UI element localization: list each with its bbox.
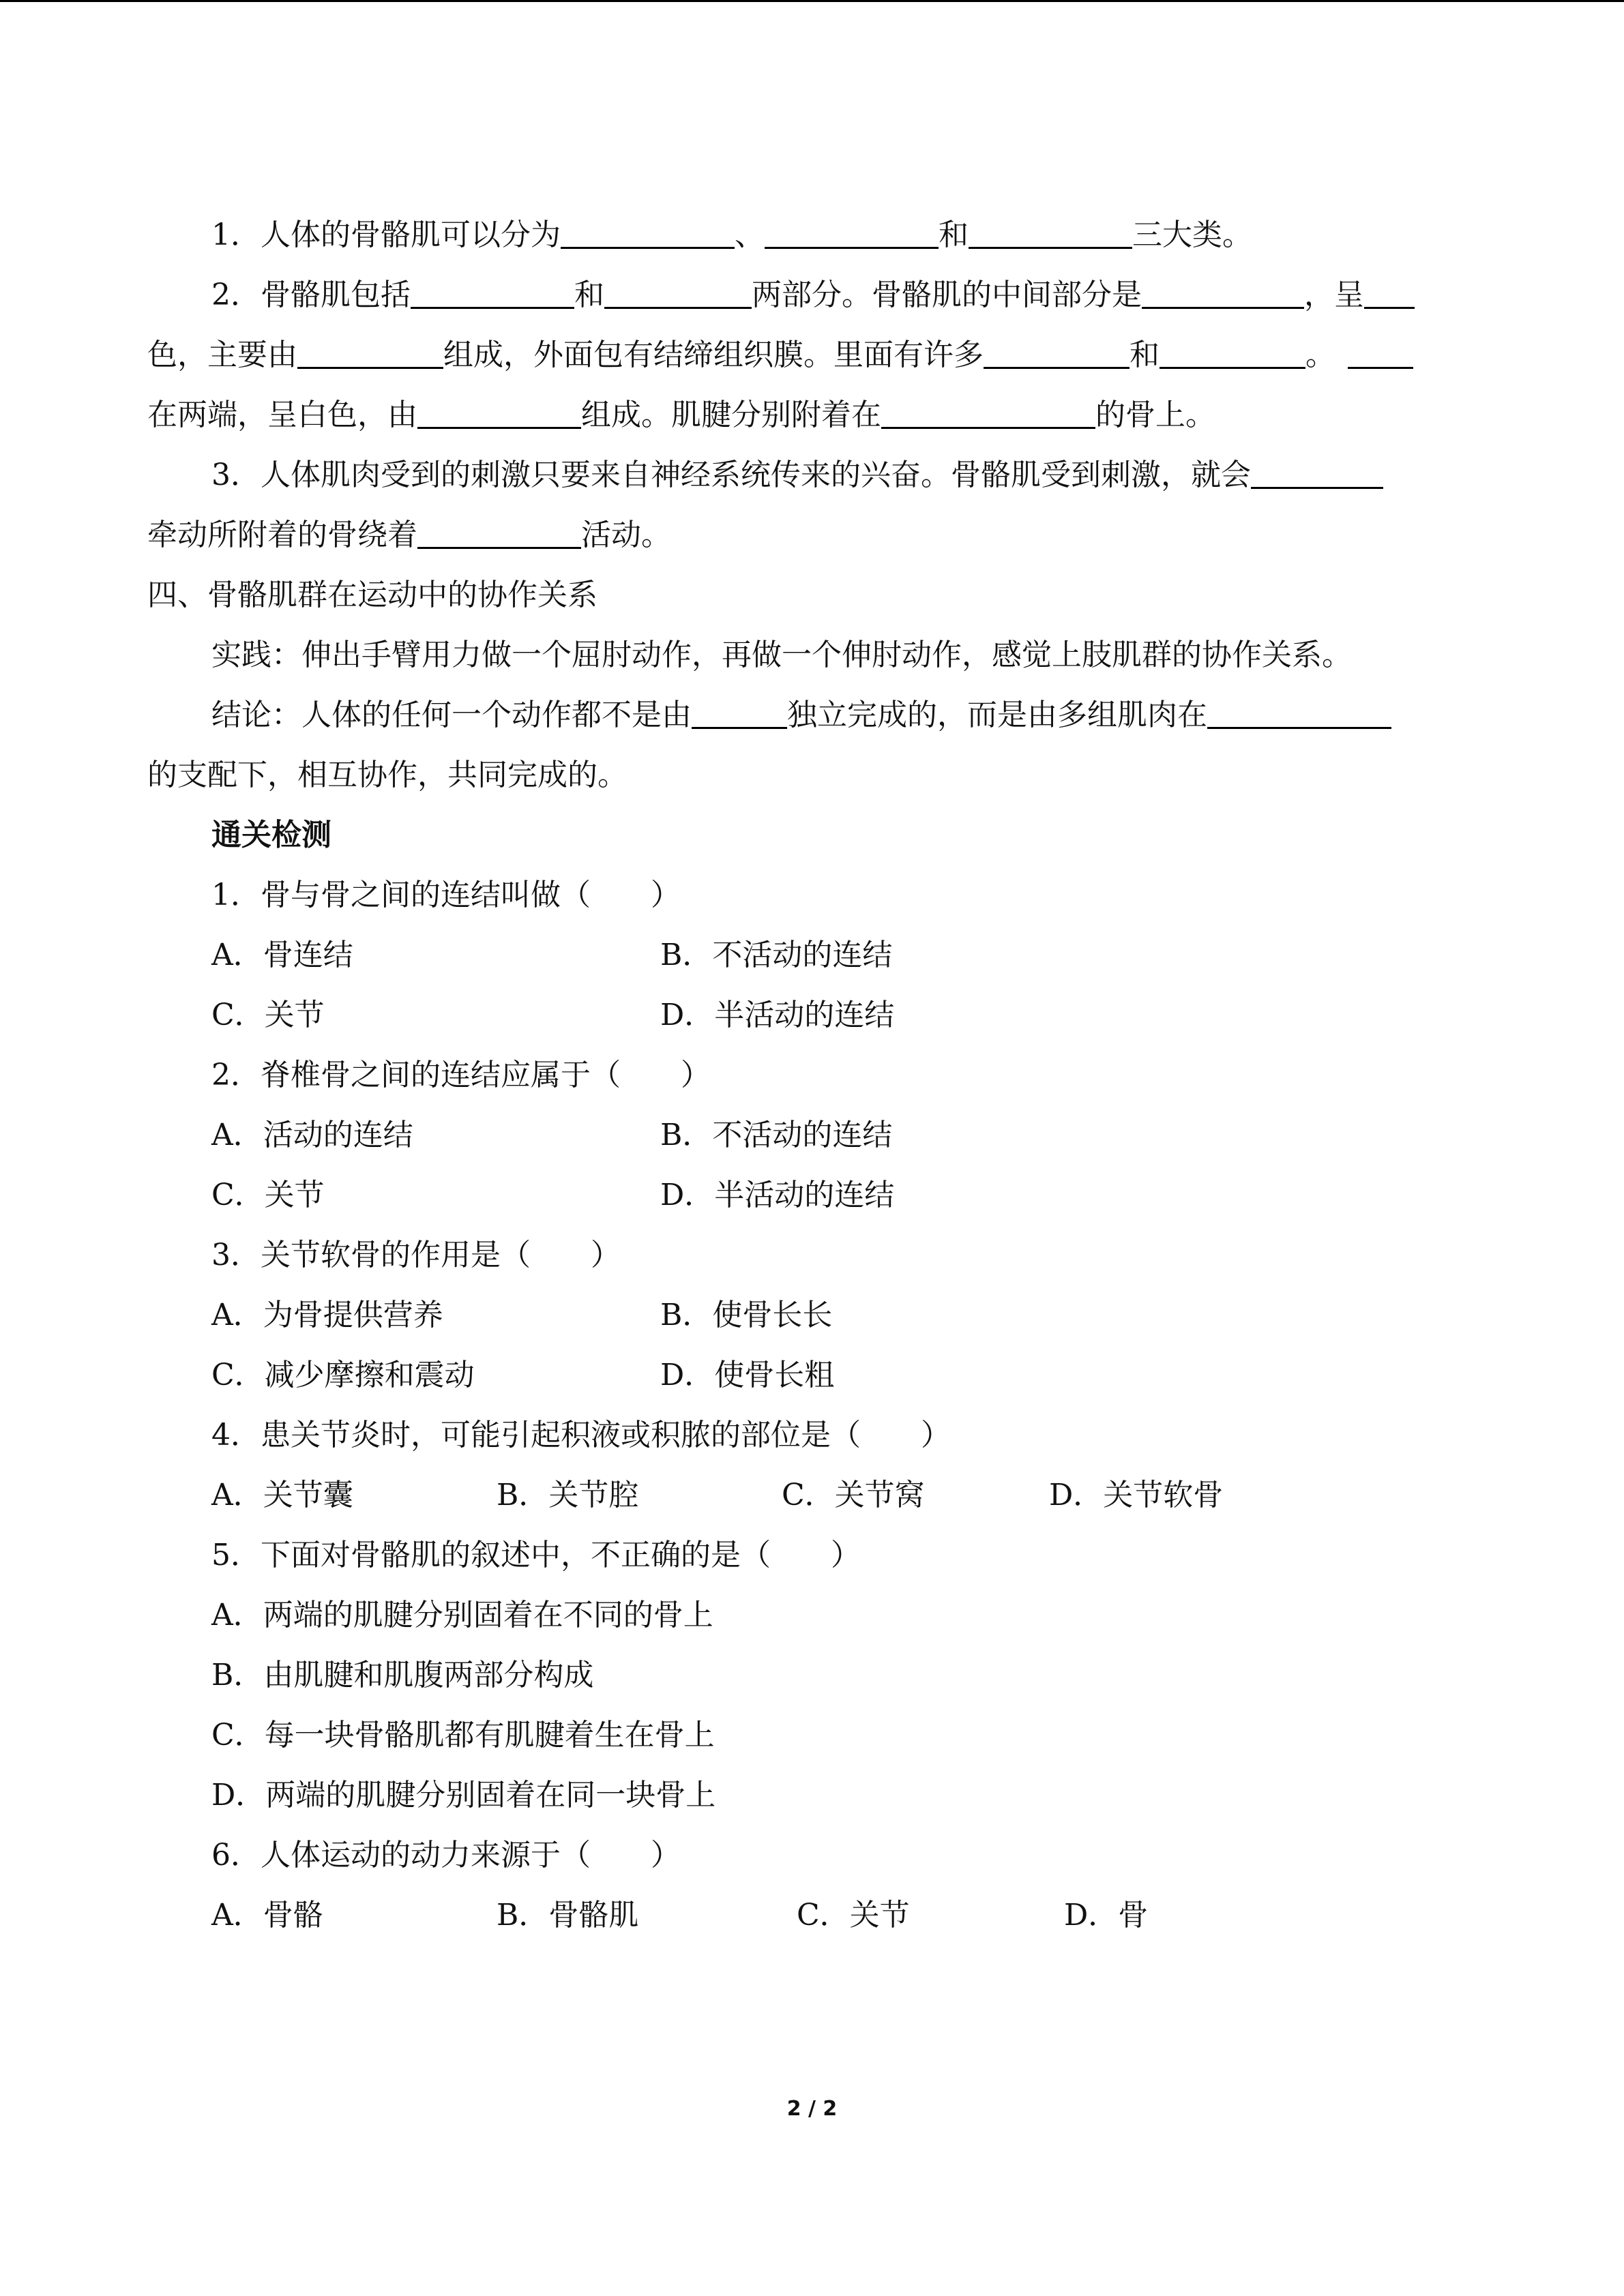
fill-q2-line-1	[211, 275, 1415, 316]
blank	[1364, 275, 1415, 309]
text: 组成。肌腱分别附着在	[581, 398, 881, 432]
option-b: B．由肌腱和肌腹两部分构成	[211, 1658, 594, 1693]
question-stem: 4．患关节炎时，可能引起积液或积脓的部位是（ ）	[211, 1418, 951, 1452]
option-a: A．两端的肌腱分别固着在不同的骨上	[211, 1598, 713, 1632]
blank	[984, 336, 1130, 369]
blank	[692, 696, 787, 729]
text: 在两端，呈白色，由	[147, 398, 417, 432]
option-d: D．半活动的连结	[660, 1178, 895, 1212]
text: 组成，外面包有结缔组织膜。里面有许多	[443, 338, 984, 372]
option-c: C．每一块骨骼肌都有肌腱着生在骨上	[211, 1718, 715, 1753]
blank	[417, 516, 581, 549]
option-c: C．关节	[211, 998, 325, 1032]
option-a: A．关节囊	[211, 1478, 353, 1512]
fill-q1-line	[211, 215, 1252, 256]
text: 1．人体的骨骼肌可以分为	[211, 218, 561, 252]
fill-q3-line-2	[147, 515, 671, 556]
option-d: D．关节软骨	[1049, 1478, 1224, 1512]
text: 两部分。骨骼肌的中间部分是	[752, 278, 1142, 312]
option-b: B．骨骼肌	[497, 1898, 639, 1933]
text: 活动。	[581, 518, 671, 552]
text: 独立完成的，而是由多组肌肉在	[787, 698, 1207, 732]
question-stem: 5．下面对骨骼肌的叙述中，不正确的是（ ）	[211, 1538, 861, 1572]
blank	[604, 275, 752, 309]
text: ，呈	[1304, 278, 1364, 312]
option-a: A．活动的连结	[211, 1118, 413, 1152]
option-c: C．关节	[797, 1898, 910, 1933]
top-border	[0, 0, 1624, 2]
quiz-title: 通关检测	[211, 818, 331, 852]
question-stem: 2．脊椎骨之间的连结应属于（ ）	[211, 1058, 711, 1092]
question-stem: 3．关节软骨的作用是（ ）	[211, 1238, 621, 1272]
option-a: A．骨连结	[211, 938, 353, 972]
practice-text: 实践：伸出手臂用力做一个屈肘动作，再做一个伸肘动作，感觉上肢肌群的协作关系。	[211, 638, 1352, 672]
blank	[297, 336, 443, 369]
blank	[1348, 336, 1413, 369]
text: 结论：人体的任何一个动作都不是由	[211, 698, 692, 732]
blank	[881, 396, 1095, 429]
fill-q3-line-1	[211, 455, 1383, 496]
option-b: B．不活动的连结	[660, 938, 893, 972]
text: 和	[939, 218, 969, 252]
blank	[417, 396, 581, 429]
fill-q2-line-2	[147, 335, 1413, 376]
text: 。	[1305, 338, 1335, 372]
page-number: 2 / 2	[786, 2097, 838, 2121]
text: 牵动所附着的骨绕着	[147, 518, 417, 552]
blank	[561, 215, 735, 249]
blank	[1142, 275, 1304, 309]
conclusion-line-2: 的支配下，相互协作，共同完成的。	[147, 758, 628, 792]
option-c: C．关节窝	[782, 1478, 925, 1512]
option-b: B．关节腔	[497, 1478, 639, 1512]
option-a: A．骨骼	[211, 1898, 323, 1933]
blank	[1160, 336, 1305, 369]
text: 2．骨骼肌包括	[211, 278, 411, 312]
blank	[1207, 696, 1391, 729]
conclusion-line-1	[211, 695, 1391, 736]
text: 色，主要由	[147, 338, 297, 372]
text: 和	[574, 278, 604, 312]
option-c: C．关节	[211, 1178, 325, 1212]
question-stem: 1．骨与骨之间的连结叫做（ ）	[211, 878, 681, 912]
option-a: A．为骨提供营养	[211, 1298, 443, 1332]
option-d: D．骨	[1064, 1898, 1149, 1933]
option-d: D．使骨长粗	[660, 1358, 835, 1392]
fill-q2-line-3	[147, 395, 1215, 436]
option-c: C．减少摩擦和震动	[211, 1358, 475, 1392]
option-b: B．使骨长长	[660, 1298, 833, 1332]
blank	[969, 215, 1132, 249]
text: 的骨上。	[1095, 398, 1215, 432]
text: 、	[735, 218, 765, 252]
option-d: D．半活动的连结	[660, 998, 895, 1032]
text: 3．人体肌肉受到的刺激只要来自神经系统传来的兴奋。骨骼肌受到刺激，就会	[211, 458, 1251, 492]
text: 三大类。	[1132, 218, 1252, 252]
blank	[765, 215, 939, 249]
blank	[1251, 456, 1383, 489]
option-d: D．两端的肌腱分别固着在同一块骨上	[211, 1778, 716, 1813]
blank	[411, 275, 574, 309]
text: 和	[1130, 338, 1160, 372]
question-stem: 6．人体运动的动力来源于（ ）	[211, 1838, 681, 1873]
section-heading: 四、骨骼肌群在运动中的协作关系	[147, 578, 597, 612]
option-b: B．不活动的连结	[660, 1118, 893, 1152]
